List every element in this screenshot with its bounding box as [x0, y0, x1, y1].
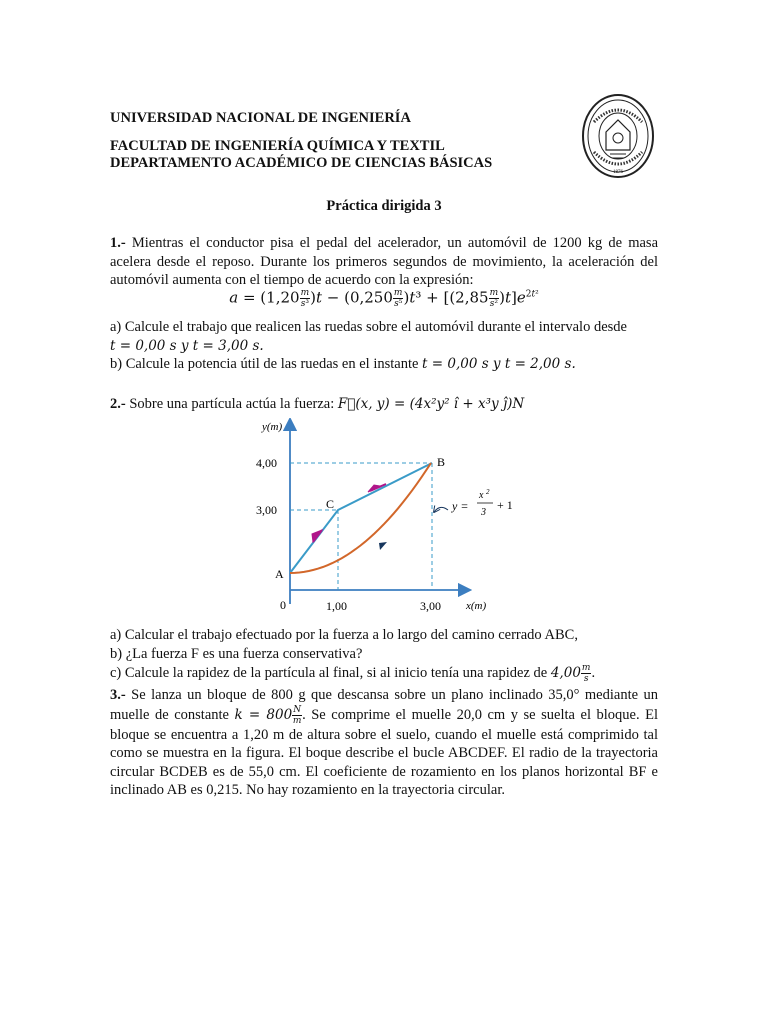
problem-2-statement — [110, 395, 658, 414]
xtick-1: 1,00 — [326, 599, 347, 613]
university-seal-logo — [580, 92, 656, 180]
svg-text:y =: y = — [452, 499, 469, 513]
problem-2-parts: a) Calcular el trabajo efectuado por la fuerza a lo largo del camino cerrado ABC, b) ¿La fuerza F es una fuerza conservativa? c) Calcule la rapidez de la partícula al final, si al inicio tenía una rapidez de 4,00 $\frac{m}{s}$ . — [110, 627, 596, 684]
force-expression: F⃗(x, y) = (4x²y² î + x³y ĵ)N — [337, 396, 525, 412]
university-name: UNIVERSIDAD NACIONAL DE INGENIERÍA — [110, 110, 411, 126]
problem-3-number: 3.- — [110, 687, 126, 703]
arrow-curve-direction — [379, 542, 387, 550]
point-b-label: B — [437, 455, 446, 469]
department-name: DEPARTAMENTO ACADÉMICO DE CIENCIAS BÁSICAS — [110, 155, 493, 171]
seal-year: 1876 — [613, 170, 623, 175]
xtick-3: 3,00 — [420, 599, 441, 613]
curve-callout — [434, 507, 448, 512]
problem-1-text: Mientras el conductor pisa el pedal del acelerador, un automóvil de 1200 kg de masa acelera desde el reposo. Durante los primeros segundos de movimiento, la aceleración del automóvil aumenta con el tiempo de acuerdo con la expresión: — [110, 235, 659, 288]
problem-1-part-b — [110, 355, 658, 374]
problem-3-text-1: Se lanza un bloque de 800 g que descansa sobre un plano inclinado 35,0° mediante un muelle de constante — [110, 687, 658, 723]
problem-2-part-a: a) Calcular el trabajo efectuado por la fuerza a lo largo del camino cerrado ABC, — [110, 627, 578, 643]
x-axis-label: x(m) — [466, 600, 487, 612]
svg-text:3: 3 — [481, 507, 486, 518]
y-axis-label: y(m) — [262, 421, 283, 433]
faculty-name: FACULTAD DE INGENIERÍA QUÍMICA Y TEXTIL — [110, 138, 445, 154]
problem-1-part-b-values: t = 0,00 s y t = 2,00 s. — [422, 356, 576, 372]
problem-3-text-2: . Se comprime el muelle 20,0 cm y se suelta el bloque. El bloque se encuentra a 1,20 m de altura sobre el suelo, cuando el muelle está comprimido tal como se muestra en la figura. El boque describe el bucle ABCDEF. El radio de la trayectoria circular BCDEB es de 55,0 cm. El coeficiente de rozamiento en los planos horizontal BF e inclinado AB es 0,215. No hay rozamiento en la trayectoria circular. — [110, 706, 659, 798]
initial-speed-value: 4,00 $\frac{m}{s}$ — [550, 663, 591, 684]
acceleration-equation: a = (1,20 $\frac{m}{\text{s³}}$ )t − (0,250 $\frac{m}{\text{s⁵}}$ )t³ + [(2,85 $\frac{m}{\text{s²}}$ )$t]e^{2t^2}$ — [229, 288, 539, 309]
problem-2-part-b: b) ¿La fuerza F es una fuerza conservativa? — [110, 645, 363, 662]
curve-ab — [290, 463, 431, 573]
problem-2-number: 2.- — [110, 396, 126, 412]
problem-1-part-a-text: a) Calcule el trabajo que realicen las ruedas sobre el automóvil durante el intervalo desde — [110, 319, 627, 335]
svg-text:x: x — [479, 490, 484, 501]
problem-3-statement — [110, 686, 658, 800]
problem-1-part-a — [110, 318, 658, 355]
svg-text:+ 1: + 1 — [497, 498, 513, 512]
ytick-3: 3,00 — [256, 503, 277, 517]
ytick-4: 4,00 — [256, 456, 277, 470]
force-path-graph — [250, 418, 530, 618]
path-acb — [290, 463, 432, 573]
problem-2-part-c: c) Calcule la rapidez de la partícula al final, si al inicio tenía una rapidez de — [110, 665, 548, 681]
problem-1-number: 1.- — [110, 235, 126, 251]
origin-label: 0 — [280, 598, 286, 612]
problem-1-statement — [110, 234, 658, 290]
svg-text:2: 2 — [486, 488, 490, 496]
page-title: Práctica dirigida 3 — [326, 198, 442, 214]
problem-2-text: Sobre una partícula actúa la fuerza: — [129, 396, 335, 412]
problem-1-part-b-text: b) Calcule la potencia útil de las ruedas en el instante — [110, 356, 419, 372]
point-a-label: A — [275, 567, 284, 581]
spring-constant: k = 800 $\frac{N}{m}$ — [234, 704, 302, 726]
problem-1-part-a-interval: t = 0,00 s y t = 3,00 s. — [110, 337, 264, 354]
point-c-label: C — [326, 497, 335, 511]
curve-equation-label — [451, 488, 513, 518]
